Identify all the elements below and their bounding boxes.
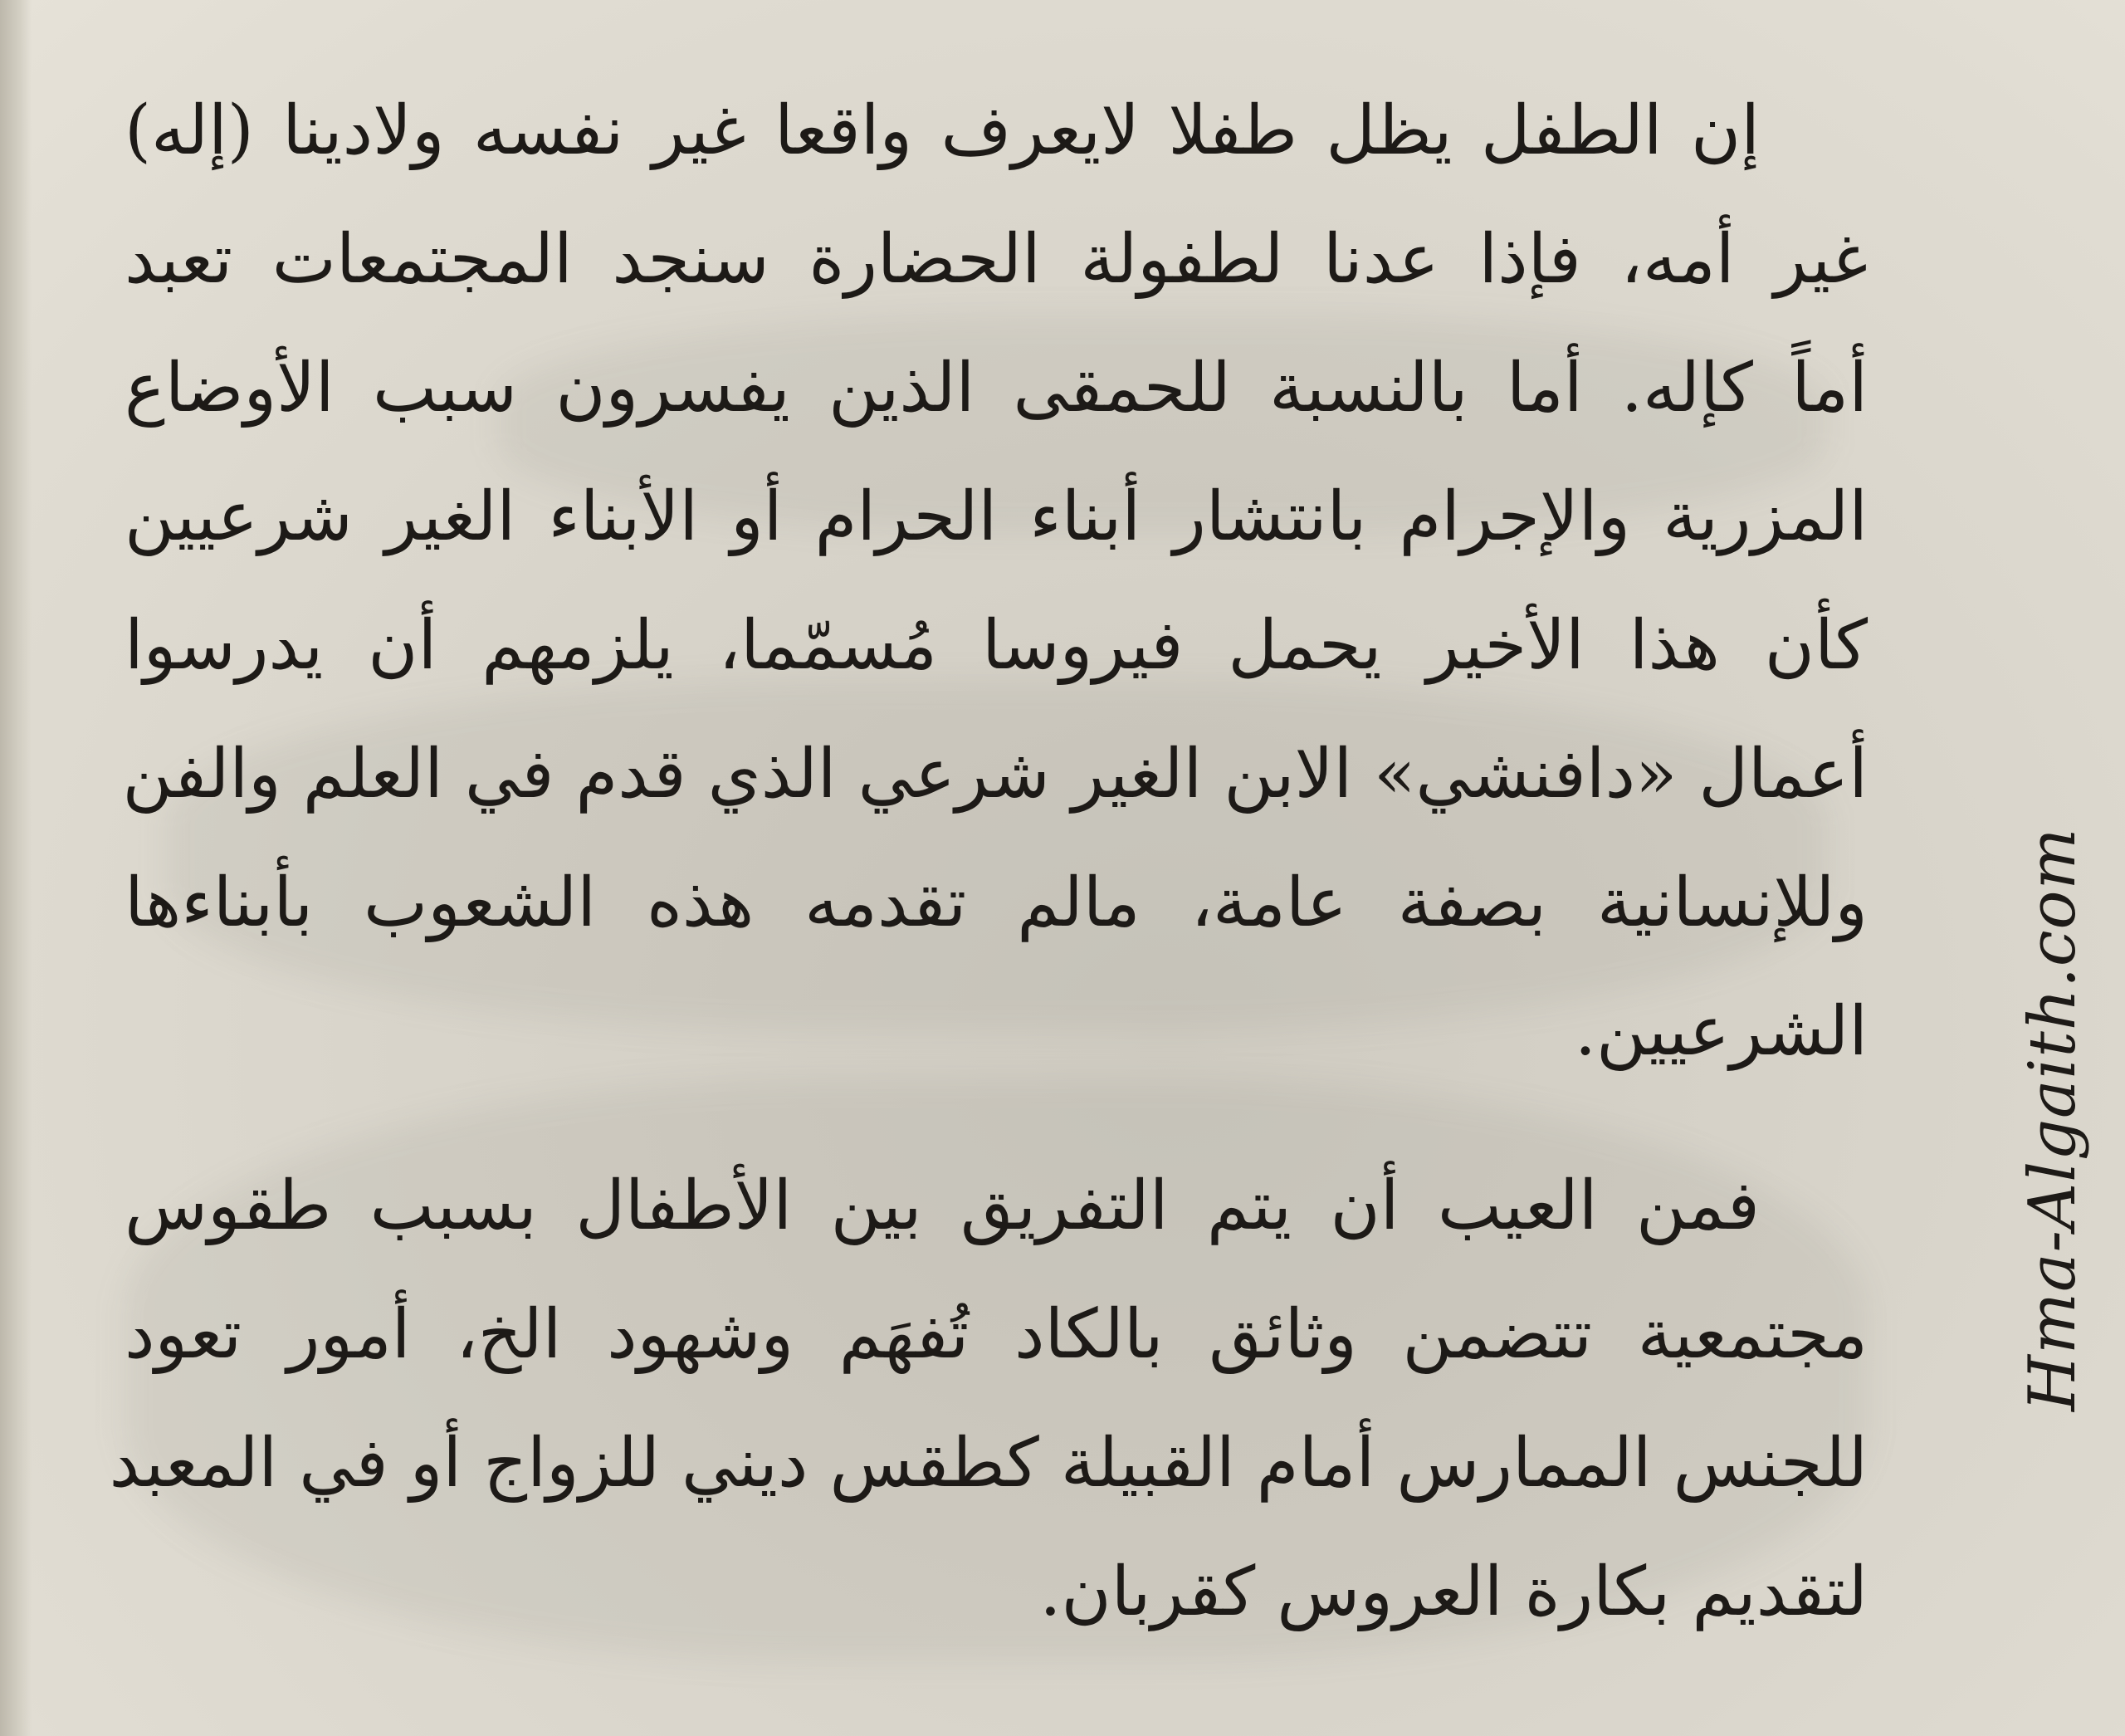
text-line: أماً كإله. أما بالنسبة للحمقى الذين يفسرون سبب الأوضاع xyxy=(125,349,1868,428)
text-line: للجنس الممارس أمام القبيلة كطقس ديني للزواج أو في المعبد xyxy=(109,1424,1868,1503)
text-line: أعمال «دافنشي» الابن الغير شرعي الذي قدم في العلم والفن xyxy=(122,735,1868,814)
watermark-text: Hma-Algaith.com xyxy=(2015,827,2090,1411)
text-line: مجتمعية تتضمن وثائق بالكاد تُفهَم وشهود الخ، أمور تعود xyxy=(125,1295,1868,1374)
text-line: لتقديم بكارة العروس كقربان. xyxy=(1039,1553,1868,1631)
book-text xyxy=(109,66,1868,1656)
text-line: كأن هذا الأخير يحمل فيروسا مُسمّما، يلزمهم أن يدرسوا xyxy=(125,606,1868,685)
text-line: فمن العيب أن يتم التفريق بين الأطفال بسبب طقوس xyxy=(125,1166,1760,1245)
text-line: غير أمه، فإذا عدنا لطفولة الحضارة سنجد المجتمعات تعبد xyxy=(125,220,1868,299)
text-line: وللإنسانية بصفة عامة، مالم تقدمه هذه الشعوب بأبناءها xyxy=(125,863,1868,942)
text-line: الشرعيين. xyxy=(1574,992,1868,1071)
text-line: إن الطفل يظل طفلا لايعرف واقعا غير نفسه ولادينا (إله) xyxy=(125,91,1760,170)
paragraph-gap xyxy=(125,1096,1868,1142)
page-binding-edge xyxy=(0,0,32,1736)
text-line: المزرية والإجرام بانتشار أبناء الحرام أو الأبناء الغير شرعيين xyxy=(125,477,1868,556)
